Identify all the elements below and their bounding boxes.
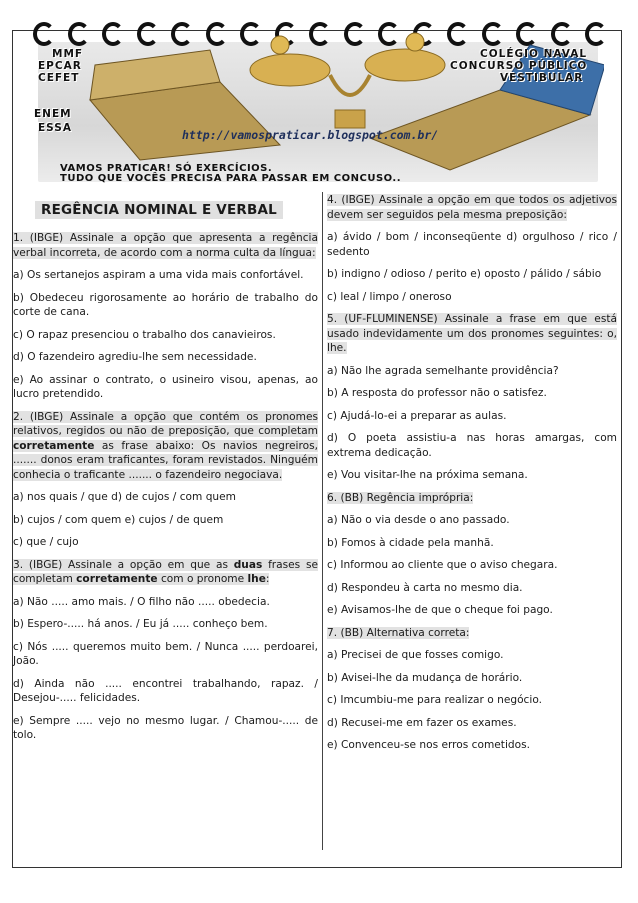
label-concurso-publico: CONCURSO PÚBLICO bbox=[450, 60, 588, 72]
question-3-option-d: d) Ainda não ..... encontrei trabalhando, rapaz. / Desejou-..... felicidades. bbox=[13, 677, 318, 704]
question-7-option-b: b) Avisei-lhe da mudança de horário. bbox=[327, 671, 523, 684]
question-2-option-b: b) cujos / com quem e) cujos / de quem bbox=[13, 513, 224, 526]
question-1-option-a: a) Os sertanejos aspiram a uma vida mais confortável. bbox=[13, 269, 304, 281]
question-2-option-a: a) nos quais / que d) de cujos / com quem bbox=[13, 491, 236, 503]
question-6-option-a: a) Não o via desde o ano passado. bbox=[327, 514, 510, 526]
question-7-option-c: c) Imcumbiu-me para realizar o negócio. bbox=[327, 694, 542, 706]
question-6-option-d: d) Respondeu à carta no mesmo dia. bbox=[327, 581, 523, 594]
label-vestibular: VESTIBULAR bbox=[500, 72, 584, 84]
question-1-option-c: c) O rapaz presenciou o trabalho dos canavieiros. bbox=[13, 328, 276, 341]
question-1-text: 1. (IBGE) Assinale a opção que apresenta a regência verbal incorreta, de acordo com a norma culta da língua: bbox=[13, 232, 318, 259]
question-1 bbox=[13, 231, 318, 260]
question-6-option-b: b) Fomos à cidade pela manhã. bbox=[327, 536, 494, 549]
right-column bbox=[327, 193, 617, 761]
question-6-option-c: c) Informou ao cliente que o aviso chegara. bbox=[327, 559, 558, 571]
laptops-trophy-illustration bbox=[30, 20, 604, 182]
question-2-option-c: c) que / cujo bbox=[13, 536, 79, 548]
question-7 bbox=[327, 626, 617, 641]
question-5-option-b: b) A resposta do professor não o satisfez. bbox=[327, 387, 547, 399]
question-3-bold-lhe: lhe bbox=[247, 573, 266, 585]
question-3-option-e: e) Sempre ..... vejo no mesmo lugar. / Chamou-..... de tolo. bbox=[13, 714, 318, 741]
question-4-option-c: c) leal / limpo / oneroso bbox=[327, 290, 452, 303]
question-5 bbox=[327, 312, 617, 356]
column-divider bbox=[322, 192, 323, 850]
question-1-option-d: d) O fazendeiro agrediu-lhe sem necessidade. bbox=[13, 351, 257, 363]
question-5-option-c: c) Ajudá-lo-ei a preparar as aulas. bbox=[327, 409, 507, 422]
blog-url: http://vamospraticar.blogspot.com.br/ bbox=[182, 128, 439, 142]
question-3-bold-duas: duas bbox=[233, 558, 263, 571]
question-4-option-b: b) indigno / odioso / perito e) oposto / pálido / sábio bbox=[327, 268, 602, 280]
question-6-text: 6. (BB) Regência imprópria: bbox=[327, 491, 474, 504]
question-6-option-e: e) Avisamos-lhe de que o cheque foi pago. bbox=[327, 604, 553, 616]
question-3-bold-corretamente: corretamente bbox=[76, 573, 158, 585]
header-banner bbox=[30, 20, 604, 182]
question-3-option-a: a) Não ..... amo mais. / O filho não ..... obedecia. bbox=[13, 595, 270, 608]
question-5-option-a: a) Não lhe agrada semelhante providência? bbox=[327, 364, 559, 377]
question-3-option-b: b) Espero-..... há anos. / Eu já ..... conheço bem. bbox=[13, 618, 268, 630]
question-7-text: 7. (BB) Alternativa correta: bbox=[327, 626, 470, 639]
question-5-text: 5. (UF-FLUMINENSE) Assinale a frase em que está usado indevidamente um dos pronomes seguintes: o, lhe. bbox=[327, 313, 617, 354]
label-epcar: EPCAR bbox=[38, 60, 82, 72]
question-7-option-a: a) Precisei de que fosses comigo. bbox=[327, 649, 504, 661]
question-7-option-e: e) Convenceu-se nos erros cometidos. bbox=[327, 739, 530, 751]
question-1-option-e: e) Ao assinar o contrato, o usineiro visou, apenas, ao lucro pretendido. bbox=[13, 373, 318, 400]
question-1-option-b: b) Obedeceu rigorosamente ao horário de trabalho do corte de cana. bbox=[13, 291, 318, 318]
question-3-option-c: c) Nós ..... queremos muito bem. / Nunca ..... perdoarei, João. bbox=[13, 640, 318, 667]
label-essa: ESSA bbox=[38, 122, 72, 134]
page-title: REGÊNCIA NOMINAL E VERBAL bbox=[35, 201, 283, 219]
label-cefet: CEFET bbox=[38, 72, 80, 84]
question-2-text-a: 2. (IBGE) Assinale a opção que contém os pronomes relativos, regidos ou não de preposição, que completam bbox=[13, 410, 318, 437]
question-3-text-a: 3. (IBGE) Assinale a opção em que as bbox=[13, 558, 234, 571]
label-enem: ENEM bbox=[34, 108, 72, 120]
question-3 bbox=[13, 558, 318, 587]
question-6 bbox=[327, 491, 617, 506]
label-colegio-naval: COLÉGIO NAVAL bbox=[480, 48, 588, 60]
question-7-option-d: d) Recusei-me em fazer os exames. bbox=[327, 716, 517, 729]
label-mmf: MMF bbox=[52, 48, 84, 60]
question-5-option-d: d) O poeta assistiu-a nas horas amargas, com extrema dedicação. bbox=[327, 432, 617, 459]
question-3-text-c: com o pronome bbox=[157, 573, 248, 585]
tagline-2: TUDO QUE VOCÊS PRECISA PARA PASSAR EM CONCUSO.. bbox=[60, 173, 402, 184]
question-2-bold: corretamente bbox=[13, 439, 95, 452]
question-3-text-d: : bbox=[265, 573, 270, 585]
tagline-1: VAMOS PRATICAR! SÓ EXERCÍCIOS. bbox=[60, 163, 273, 174]
question-3-text-b: frases se completam bbox=[13, 558, 318, 585]
question-2-text-b: as frase abaixo: Os navios negreiros, ....... donos eram traficantes, foram revistados. Ninguém conhecia o traficante ....... o fazendeiro negociava. bbox=[13, 439, 318, 481]
question-2 bbox=[13, 410, 318, 483]
question-4 bbox=[327, 193, 617, 222]
question-5-option-e: e) Vou visitar-lhe na próxima semana. bbox=[327, 469, 528, 481]
left-column bbox=[13, 193, 318, 751]
question-4-text: 4. (IBGE) Assinale a opção em que todos os adjetivos devem ser seguidos pela mesma preposição: bbox=[327, 194, 617, 221]
question-4-option-a: a) ávido / bom / inconseqüente d) orgulhoso / rico / sedento bbox=[327, 231, 617, 258]
